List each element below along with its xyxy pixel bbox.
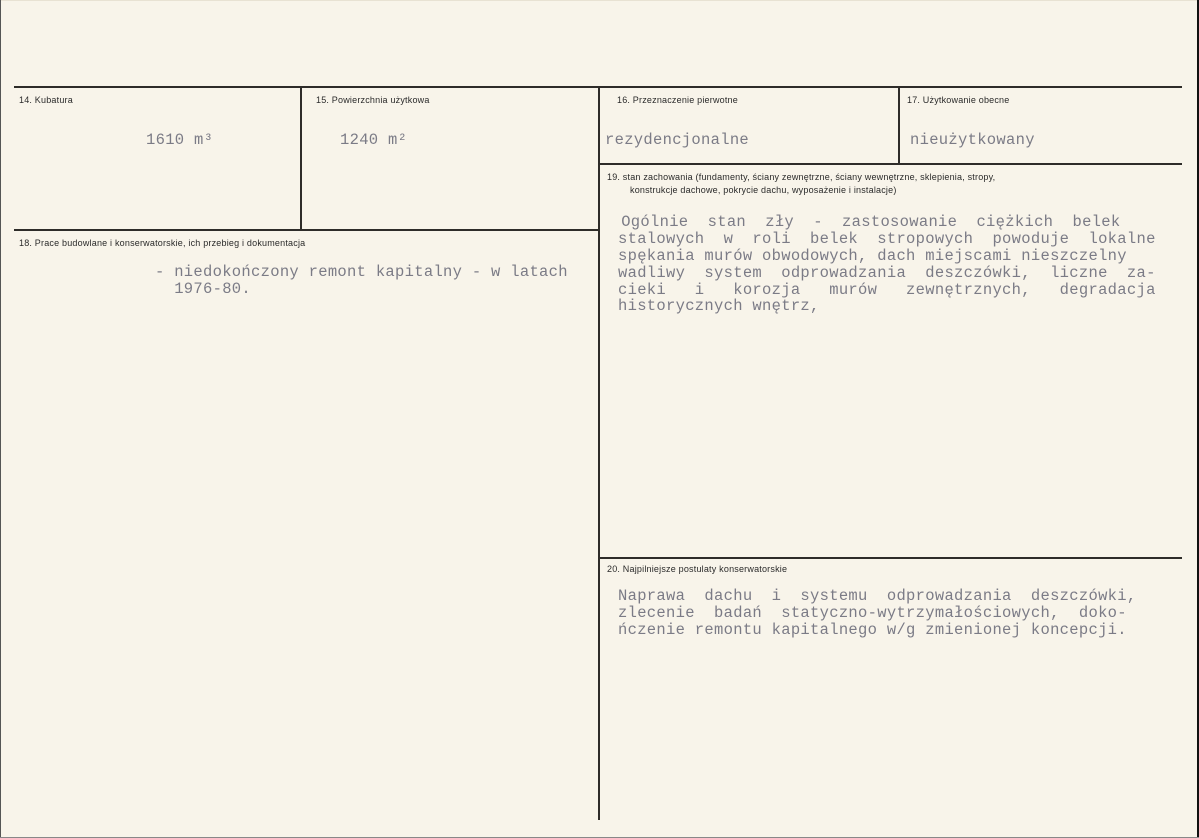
- card-left-edge: [0, 0, 1, 838]
- field-19-line-4: wadliwy system odprowadzania deszczówki, liczne za-: [618, 264, 1156, 282]
- field-20-line-2: zlecenie badań statyczno-wytrzymałościowych, doko-: [618, 604, 1127, 622]
- field-19-line-5: cieki i korozja murów zewnętrznych, degradacja: [618, 281, 1156, 299]
- rule-above-field20: [600, 557, 1182, 559]
- field-16-label: 16. Przeznaczenie pierwotne: [617, 95, 738, 105]
- field-19-label-line-2: konstrukcje dachowe, pokrycie dachu, wyposażenie i instalacje): [630, 185, 897, 195]
- field-19-line-1: Ogólnie stan zły - zastosowanie ciężkich belek: [602, 213, 1121, 231]
- field-18-label: 18. Prace budowlane i konserwatorskie, ich przebieg i dokumentacja: [19, 238, 306, 248]
- field-20-line-1: Naprawa dachu i systemu odprowadzania deszczówki,: [618, 587, 1137, 605]
- field-19-label-line-1: 19. stan zachowania (fundamenty, ściany zewnętrzne, ściany wewnętrzne, sklepienia, stropy,: [607, 172, 996, 182]
- field-17-value: nieużytkowany: [910, 131, 1035, 149]
- main-column-divider: [598, 86, 600, 820]
- field-19-line-3: spękania murów obwodowych, dach miejscami nieszczelny: [618, 247, 1127, 265]
- field-19-line-6: historycznych wnętrz,: [618, 297, 820, 315]
- field-19-line-2: stalowych w roli belek stropowych powoduje lokalne: [618, 230, 1156, 248]
- divider-16-17: [898, 86, 900, 164]
- field-17-label: 17. Użytkowanie obecne: [907, 95, 1010, 105]
- field-18-line-2: 1976-80.: [155, 280, 252, 298]
- rule-under-row1-right: [600, 163, 1182, 165]
- divider-14-15: [300, 86, 302, 230]
- field-18-line-1: - niedokończony remont kapitalny - w latach: [155, 263, 568, 281]
- field-20-label: 20. Najpilniejsze postulaty konserwatorskie: [607, 564, 788, 574]
- field-14-label: 14. Kubatura: [19, 95, 73, 105]
- field-20-line-3: ńczenie remontu kapitalnego w/g zmienionej koncepcji.: [618, 621, 1127, 639]
- field-14-value: 1610 m³: [146, 131, 214, 149]
- rule-under-row1-left: [14, 229, 600, 231]
- field-16-value: rezydencjonalne: [605, 131, 750, 149]
- field-15-value: 1240 m²: [340, 131, 408, 149]
- field-15-label: 15. Powierzchnia użytkowa: [316, 95, 430, 105]
